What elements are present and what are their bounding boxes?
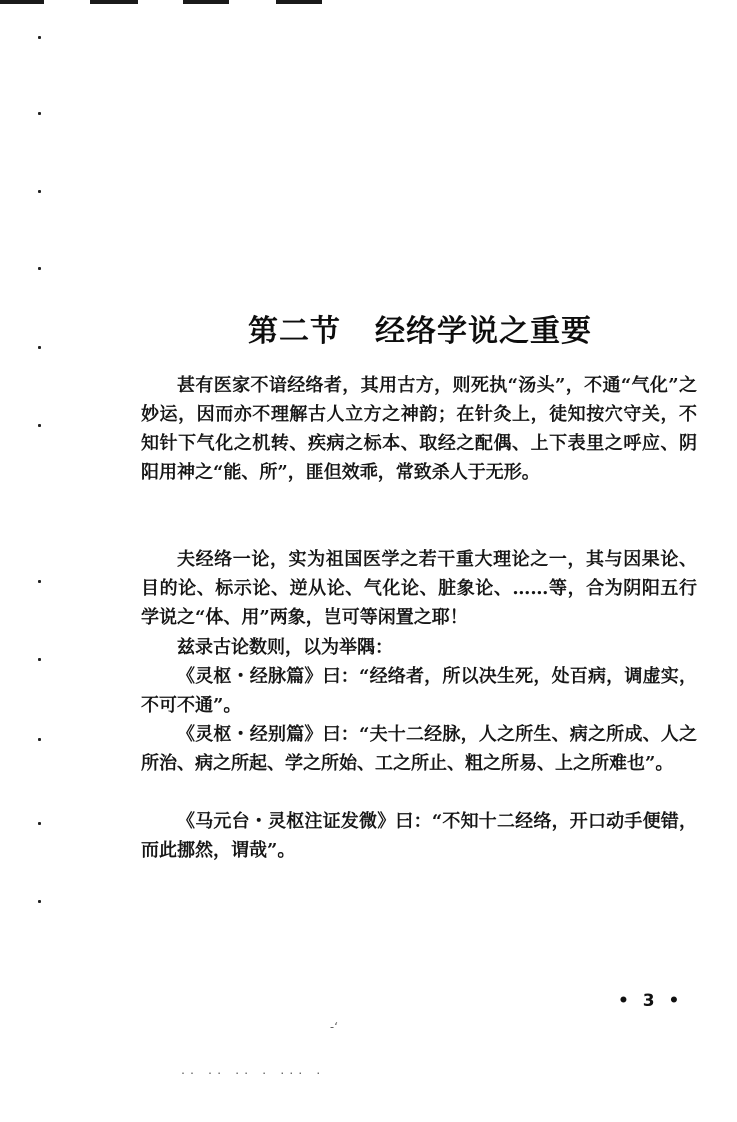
section-number: 第二节 <box>248 314 341 349</box>
scan-specks: .. .. .. . ... . <box>180 1066 325 1077</box>
header-rule <box>90 0 138 4</box>
body-paragraph: 《灵枢・经别篇》曰：“夫十二经脉，人之所生、病之所成、人之所治、病之所起、学之所始、工之所止、粗之所易、上之所难也”。 <box>141 724 697 774</box>
scan-speck <box>38 190 41 193</box>
section-title: 经络学说之重要 <box>375 314 592 349</box>
section-heading <box>140 306 700 350</box>
body-paragraph: 夫经络一论，实为祖国医学之若干重大理论之一，其与因果论、目的论、标示论、逆从论、气化论、脏象论、……等，合为阴阳五行学说之“体、用”两象，岂可等闲置之耶！ <box>141 549 697 628</box>
scan-speck <box>38 112 41 115</box>
body-paragraph: 《马元台・灵枢注证发微》曰：“不知十二经络，开口动手便错，而此挪然，谓哉”。 <box>141 811 697 861</box>
header-rule <box>0 0 44 4</box>
scan-speck: -‘ <box>330 1020 338 1034</box>
scan-speck <box>38 738 41 741</box>
body-paragraph: 《灵枢・经脉篇》曰：“经络者，所以决生死，处百病，调虚实，不可不通”。 <box>141 666 697 716</box>
body-paragraph: 兹录古论数则，以为举隅： <box>177 637 393 658</box>
scan-speck <box>38 658 41 661</box>
scan-speck <box>38 267 41 270</box>
scan-speck <box>38 346 41 349</box>
scan-speck <box>38 900 41 903</box>
scan-speck <box>38 424 41 427</box>
scan-speck <box>38 580 41 583</box>
page-number: • 3 • <box>618 991 684 1011</box>
header-rule <box>183 0 229 4</box>
body-paragraph: 甚有医家不谙经络者，其用古方，则死执“汤头”，不通“气化”之妙运，因而亦不理解古人立方之神韵；在针灸上，徒知按穴守关，不知针下气化之机转、疾病之标本、取经之配偶、上下表里之呼应、阴阳用神之“能、所”，匪但效乖，常致杀人于无形。 <box>141 375 697 483</box>
header-rule <box>276 0 322 4</box>
scan-speck <box>38 36 41 39</box>
scan-speck <box>38 822 41 825</box>
